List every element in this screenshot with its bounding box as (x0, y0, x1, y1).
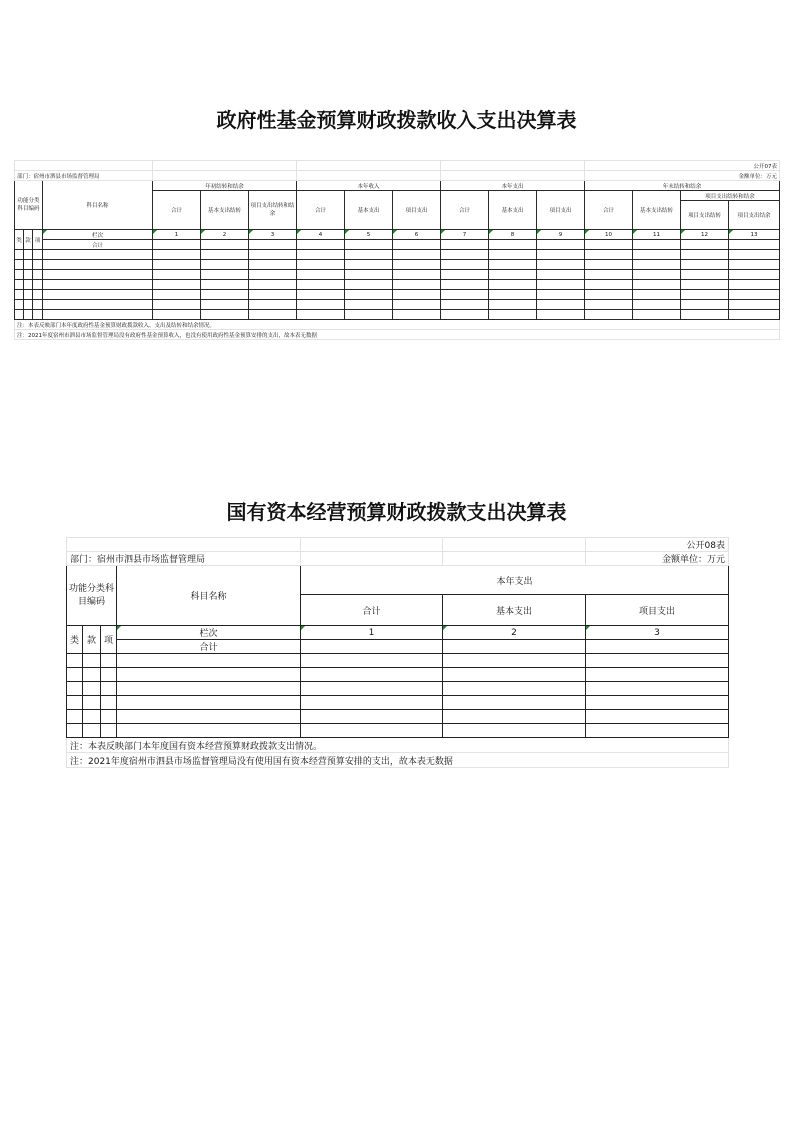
xiang-header: 项 (33, 230, 43, 250)
col-total: 合计 (153, 191, 201, 230)
col-project-balance: 项目支出结余 (729, 201, 780, 230)
col-project: 项目支出 (586, 595, 729, 626)
state-capital-table (66, 537, 729, 768)
note-2: 注：2021年度宿州市泗县市场监督管理局没有使用国有资本经营预算安排的支出，故本表无数据 (67, 753, 729, 768)
table-row (67, 710, 729, 724)
col-basic-carry: 基本支出结转 (633, 191, 681, 230)
col-total: 合计 (301, 595, 443, 626)
table-row (15, 300, 780, 310)
col-basic-exp: 基本支出 (489, 191, 537, 230)
col-project-exp: 项目支出 (537, 191, 585, 230)
table-row (67, 696, 729, 710)
col-num: 7 (441, 230, 489, 240)
func-class-header: 功能分类科目编码 (67, 566, 117, 626)
table-row (67, 668, 729, 682)
form-number: 公开08表 (586, 538, 729, 552)
col-num: 10 (585, 230, 633, 240)
col-num: 6 (393, 230, 441, 240)
table1-title: 政府性基金预算财政拨款收入支出决算表 (216, 108, 577, 132)
col-total: 合计 (441, 191, 489, 230)
government-fund-table (14, 160, 780, 340)
row-total: 合计 (117, 640, 301, 654)
col-num: 2 (443, 626, 586, 640)
row-label: 栏次 (117, 626, 301, 640)
col-num: 1 (301, 626, 443, 640)
unit-label: 金额单位：万元 (586, 552, 729, 566)
func-class-header: 功能分类科目编码 (15, 181, 43, 230)
col-num: 3 (249, 230, 297, 240)
group-expense-header: 本年支出 (441, 181, 585, 191)
col-basic-carry: 基本支出结转 (201, 191, 249, 230)
table2-title: 国有资本经营预算财政拨款支出决算表 (226, 500, 567, 524)
note-2: 注：2021年度宿州市泗县市场监督管理局没有政府性基金预算收入，也没有使用政府性基金预算安排的支出，故本表无数据 (15, 330, 780, 340)
col-project-exp: 项目支出 (393, 191, 441, 230)
table-row (15, 260, 780, 270)
table-row (15, 290, 780, 300)
group-end-header: 年末结转和结余 (585, 181, 780, 191)
col-num: 13 (729, 230, 780, 240)
total-row (67, 640, 729, 654)
table-row (67, 724, 729, 738)
lei-header: 类 (67, 626, 83, 654)
department-label: 部门：宿州市泗县市场监督管理局 (67, 552, 301, 566)
col-basic: 基本支出 (443, 595, 586, 626)
col-num: 1 (153, 230, 201, 240)
kuan-header: 款 (83, 626, 101, 654)
col-num: 12 (681, 230, 729, 240)
row-total: 合计 (43, 240, 153, 250)
col-project-carry-balance: 项目支出结转和结余 (249, 191, 297, 230)
unit-label: 金额单位：万元 (585, 171, 780, 181)
col-num: 8 (489, 230, 537, 240)
table-row (15, 270, 780, 280)
table-row (15, 250, 780, 260)
xiang-header: 项 (101, 626, 117, 654)
form-number: 公开07表 (585, 161, 780, 171)
group-begin-header: 年初结转和结余 (153, 181, 297, 191)
col-num: 3 (586, 626, 729, 640)
col-num: 5 (345, 230, 393, 240)
col-num: 11 (633, 230, 681, 240)
note-1: 注：本表反映部门本年度国有资本经营预算财政拨款支出情况。 (67, 738, 729, 753)
col-basic-exp: 基本支出 (345, 191, 393, 230)
table-row (67, 654, 729, 668)
table-row (15, 310, 780, 320)
table-row (15, 280, 780, 290)
subject-name-header: 科目名称 (43, 181, 153, 230)
col-project-carry: 项目支出结转 (681, 201, 729, 230)
col-num: 9 (537, 230, 585, 240)
table-row (67, 682, 729, 696)
total-row (15, 240, 780, 250)
col-num: 2 (201, 230, 249, 240)
row-label: 栏次 (43, 230, 153, 240)
group-expense-header: 本年支出 (301, 566, 729, 595)
group-income-header: 本年收入 (297, 181, 441, 191)
sub-end-project-header: 项目支出结转和结余 (681, 191, 780, 201)
kuan-header: 款 (24, 230, 33, 250)
col-total: 合计 (297, 191, 345, 230)
subject-name-header: 科目名称 (117, 566, 301, 626)
col-total: 合计 (585, 191, 633, 230)
note-1: 注：本表反映部门本年度政府性基金预算财政拨款收入、支出及结转和结余情况。 (15, 320, 780, 330)
col-num: 4 (297, 230, 345, 240)
lei-header: 类 (15, 230, 24, 250)
department-label: 部门：宿州市泗县市场监督管理局 (15, 171, 153, 181)
